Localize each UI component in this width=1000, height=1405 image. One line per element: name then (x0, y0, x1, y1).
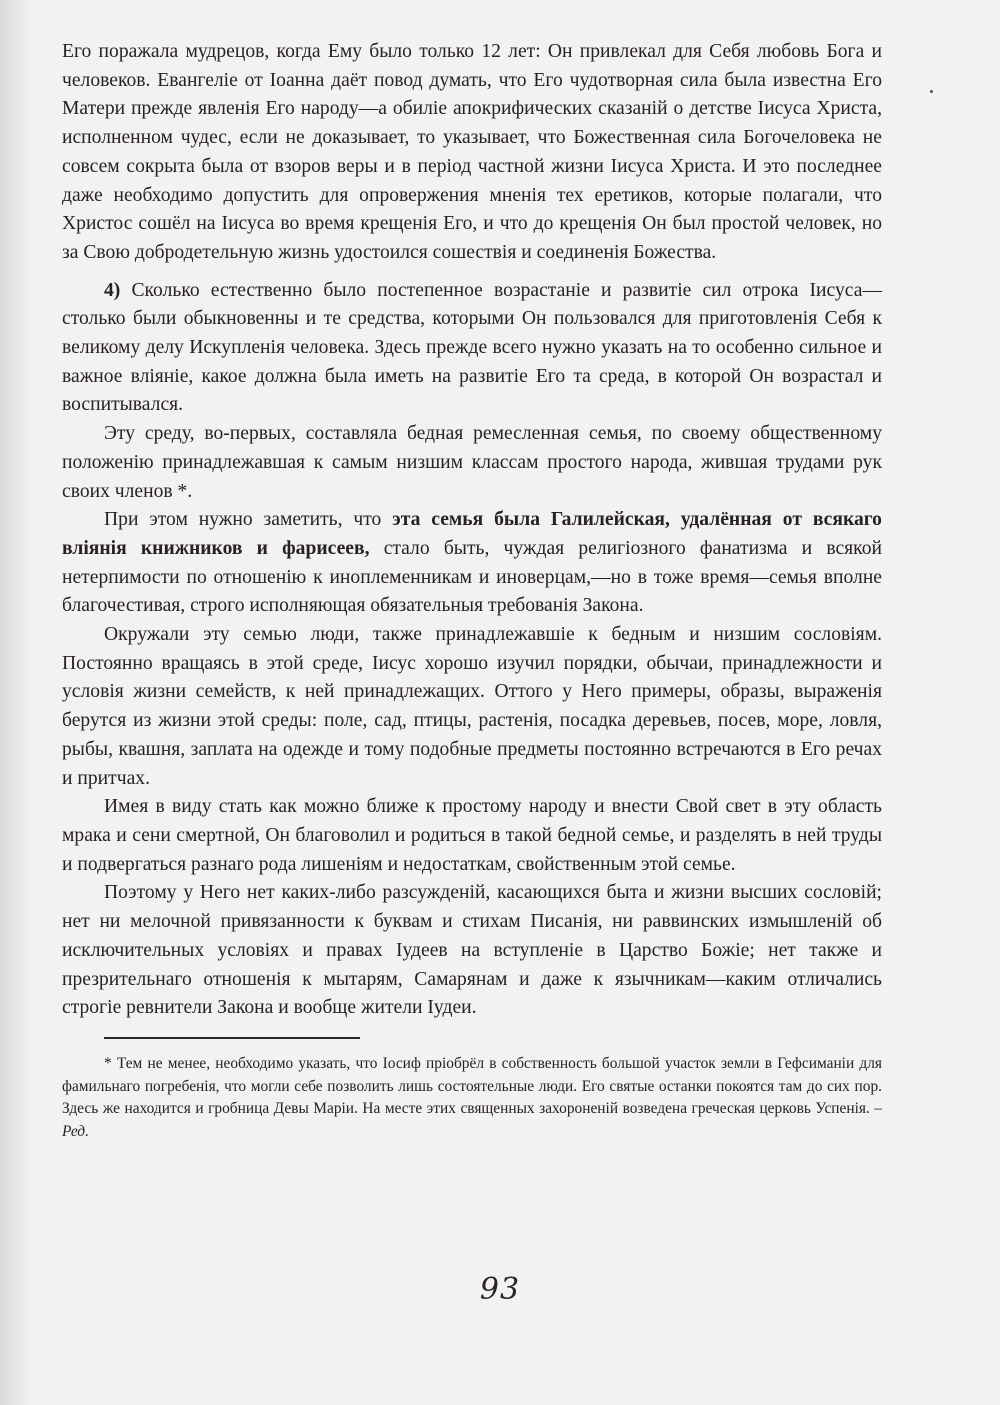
paper-speck (930, 90, 933, 93)
paragraph-4-end: стало быть, чуждая религіозного фанатизма и всякой нетерпимости по отношенію к иноплеменникам и иноверцам,—но в тоже время—семья вполне благочестивая, строго исполняющая обязательныя требованія Закона. (62, 537, 882, 617)
footnote (62, 1053, 882, 1143)
paragraph-3: Эту среду, во-первых, составляла бедная ремесленная семья, по своему общественному положенію принадлежавшая к самым низшим классам простого народа, жившая трудами рук своих членов *. (62, 423, 882, 502)
footnote-text: * Тем не менее, необходимо указать, что Іосиф пріобрёл в собственность большой участок земли в Гефсиманіи для фамильнаго погребенія, что могли себе позволить лишь состоятельные люди. Его святые останки покоятся там до сих пор. Здесь же находится и гробница Девы Маріи. На месте этих священных захороненій возведена греческая церковь Успенія. – (62, 1054, 882, 1118)
paragraph-4-bold: эта семья была Галилейская, удалённая от всякаго вліянія книжников и фарисеев, (62, 509, 882, 559)
paragraph-6: Имея в виду стать как можно ближе к простому народу и внести Свой свет в эту область мрака и сени смертной, Он благоволил и родиться в такой бедной семье, и разделять в ней труды и подвергаться разнаго рода лишеніям и недостаткам, свойственным этой семье. (62, 796, 882, 875)
paragraph-4-start: При этом нужно заметить, что (104, 509, 382, 531)
paragraph-4 (62, 506, 882, 621)
paragraph-2-number: 4) (104, 279, 121, 301)
footnote-divider (104, 1037, 360, 1039)
footnote-signature: Ред. (62, 1122, 89, 1140)
paragraph-5: Окружали эту семью люди, также принадлежавшіе к бедным и низшим сословіям. Постоянно вращаясь в этой среде, Іисус хорошо изучил порядки, обычаи, принадлежности и условія жизни семейств, к ней принадлежащих. Оттого у Него примеры, образы, выраженія берутся из жизни этой среды: поле, сад, птицы, растенія, посадка деревьев, посев, море, ловля, рыбы, квашня, заплата на одежде и тому подобные предметы постоянно встречаются в Его речах и притчах. (62, 624, 882, 789)
paragraph-2-text: Сколько естественно было постепенное возрастаніе и развитіе сил отрока Іисуса—столько были обыкновенны и те средства, которыми Он пользовался для приготовленія Себя к великому делу Искупленія человека. Здесь прежде всего нужно указать на то особенно сильное и важное вліяніе, какое должна была иметь на развитіе Его та среда, в которой Он возрастал и воспитывался. (62, 279, 882, 416)
book-spine-shadow (0, 0, 30, 1405)
page-number: 93 (479, 1272, 521, 1307)
book-page (62, 38, 882, 1378)
paragraph-7: Поэтому у Него нет каких-либо разсужденій, касающихся быта и жизни высших сословій; нет ни мелочной привязанности к буквам и стихам Писанія, ни раввинских измышленій об исключительных условіях и правах Іудеев на вступленіе в Царство Божіе; нет также и презрительнаго отношенія к мытарям, Самарянам и даже к язычникам—каким отличались строгіе ревнители Закона и вообще жители Іудеи. (62, 882, 882, 1019)
paragraph-1: Его поражала мудрецов, когда Ему было только 12 лет: Он привлекал для Себя любовь Бога и человеков. Евангеліе от Іоанна даёт повод думать, что Его чудотворная сила была известна Его Матери прежде явленія Его народу—а обиліе апокрифических сказаній о детстве Іисуса Христа, исполненном чудес, если не доказывает, то указывает, что Божественная сила Богочеловека не совсем сокрыта была от взоров веры и в період частной жизни Іисуса Христа. И это последнее даже необходимо допустить для опровержения мненія тех еретиков, которые полагали, что Христос сошёл на Іисуса во время крещенія Его, и что до крещенія Он был простой человек, но за Свою добродетельную жизнь удостоился сошествія и соединенія Божества. (62, 41, 882, 263)
paragraph-2 (62, 277, 882, 421)
